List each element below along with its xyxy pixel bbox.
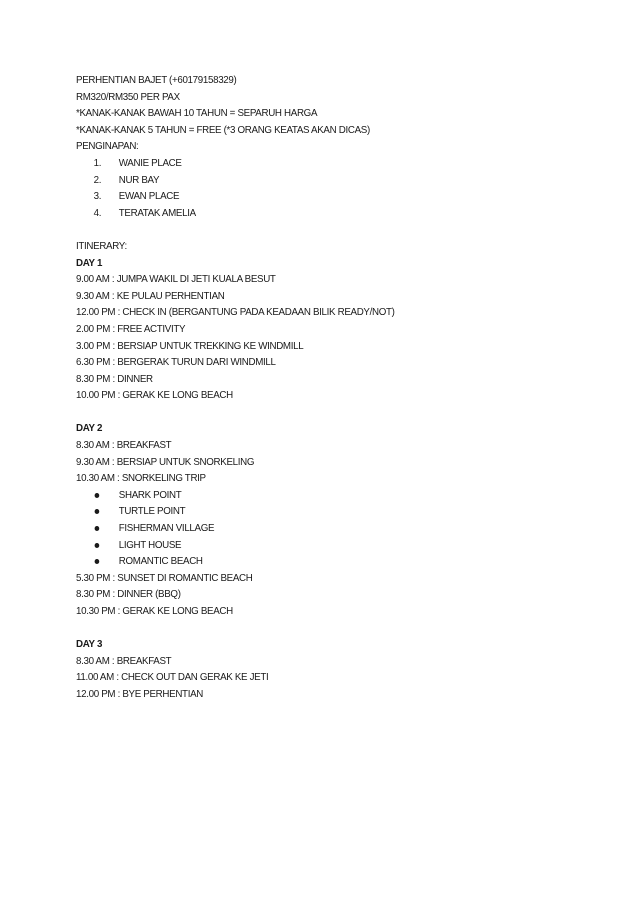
lodging-name: NUR BAY: [118, 173, 160, 186]
bullet-icon: [95, 543, 100, 548]
day-2-title: DAY 2: [76, 422, 103, 435]
itinerary-entry: 9.30 AM : BERSIAP UNTUK SNORKELING: [76, 455, 255, 468]
itinerary-entry: 6.30 PM : BERGERAK TURUN DARI WINDMILL: [76, 356, 276, 369]
day-3-title: DAY 3: [76, 638, 103, 651]
bullet-icon: [95, 559, 100, 564]
snorkel-point: TURTLE POINT: [118, 505, 186, 518]
spacer: [76, 620, 541, 637]
itinerary-entry: 3.00 PM : BERSIAP UNTUK TREKKING KE WINDMILL: [76, 339, 304, 352]
spacer: [76, 404, 541, 421]
bullet-icon: [95, 509, 100, 514]
itinerary-entry: 10.30 PM : GERAK KE LONG BEACH: [76, 605, 233, 617]
list-item: [76, 487, 541, 504]
itinerary-entry: 8.30 PM : DINNER (BBQ): [76, 588, 181, 601]
list-item: 2. NUR BAY: [93, 173, 160, 186]
package-price: RM320/RM350 PER PAX: [76, 90, 180, 103]
package-title: PERHENTIAN BAJET (+60179158329): [76, 74, 237, 86]
note-under-10: *KANAK-KANAK BAWAH 10 TAHUN = SEPARUH HARGA: [76, 107, 318, 120]
list-item: 1. WANIE PLACE: [93, 156, 182, 169]
list-item: 3. EWAN PLACE: [93, 190, 180, 203]
lodging-name: TERATAK AMELIA: [118, 206, 196, 219]
list-item: [76, 537, 541, 554]
snorkel-point: LIGHT HOUSE: [118, 538, 182, 551]
lodging-name: WANIE PLACE: [118, 156, 182, 169]
itinerary-entry: 5.30 PM : SUNSET DI ROMANTIC BEACH: [76, 571, 253, 584]
itinerary-entry: 10.00 PM : GERAK KE LONG BEACH: [76, 389, 233, 402]
bullet-icon: [95, 526, 100, 531]
spacer: [76, 221, 541, 238]
itinerary-entry: 12.00 PM : BYE PERHENTIAN: [76, 687, 204, 700]
itinerary-label: ITINERARY:: [76, 239, 127, 252]
lodging-name: EWAN PLACE: [118, 190, 180, 203]
list-item: [76, 503, 541, 520]
itinerary-entry: 8.30 AM : BREAKFAST: [76, 654, 172, 667]
itinerary-entry: 11.00 AM : CHECK OUT DAN GERAK KE JETI: [76, 671, 269, 684]
snorkel-point: FISHERMAN VILLAGE: [118, 522, 215, 535]
bullet-icon: [95, 493, 100, 498]
day-1-title: DAY 1: [76, 256, 103, 269]
itinerary-entry: 2.00 PM : FREE ACTIVITY: [76, 322, 186, 335]
list-item: [76, 520, 541, 537]
itinerary-entry: 9.00 AM : JUMPA WAKIL DI JETI KUALA BESUT: [76, 273, 276, 286]
snorkel-point: ROMANTIC BEACH: [118, 555, 203, 568]
itinerary-entry: 8.30 PM : DINNER: [76, 372, 153, 385]
lodging-label: PENGINAPAN:: [76, 140, 139, 153]
lodging-list: [76, 155, 541, 221]
list-item: [76, 553, 541, 570]
document-body: [76, 72, 541, 703]
itinerary-entry: 9.30 AM : KE PULAU PERHENTIAN: [76, 289, 225, 302]
itinerary-entry: 10.30 AM : SNORKELING TRIP: [76, 472, 206, 485]
note-under-5: *KANAK-KANAK 5 TAHUN = FREE (*3 ORANG KEATAS AKAN DICAS): [76, 123, 370, 136]
list-item: 4. TERATAK AMELIA: [93, 206, 196, 219]
itinerary-entry: 8.30 AM : BREAKFAST: [76, 439, 172, 452]
itinerary-entry: 12.00 PM : CHECK IN (BERGANTUNG PADA KEADAAN BILIK READY/NOT): [76, 306, 395, 319]
snorkel-points-list: [76, 487, 541, 570]
snorkel-point: SHARK POINT: [118, 488, 182, 501]
